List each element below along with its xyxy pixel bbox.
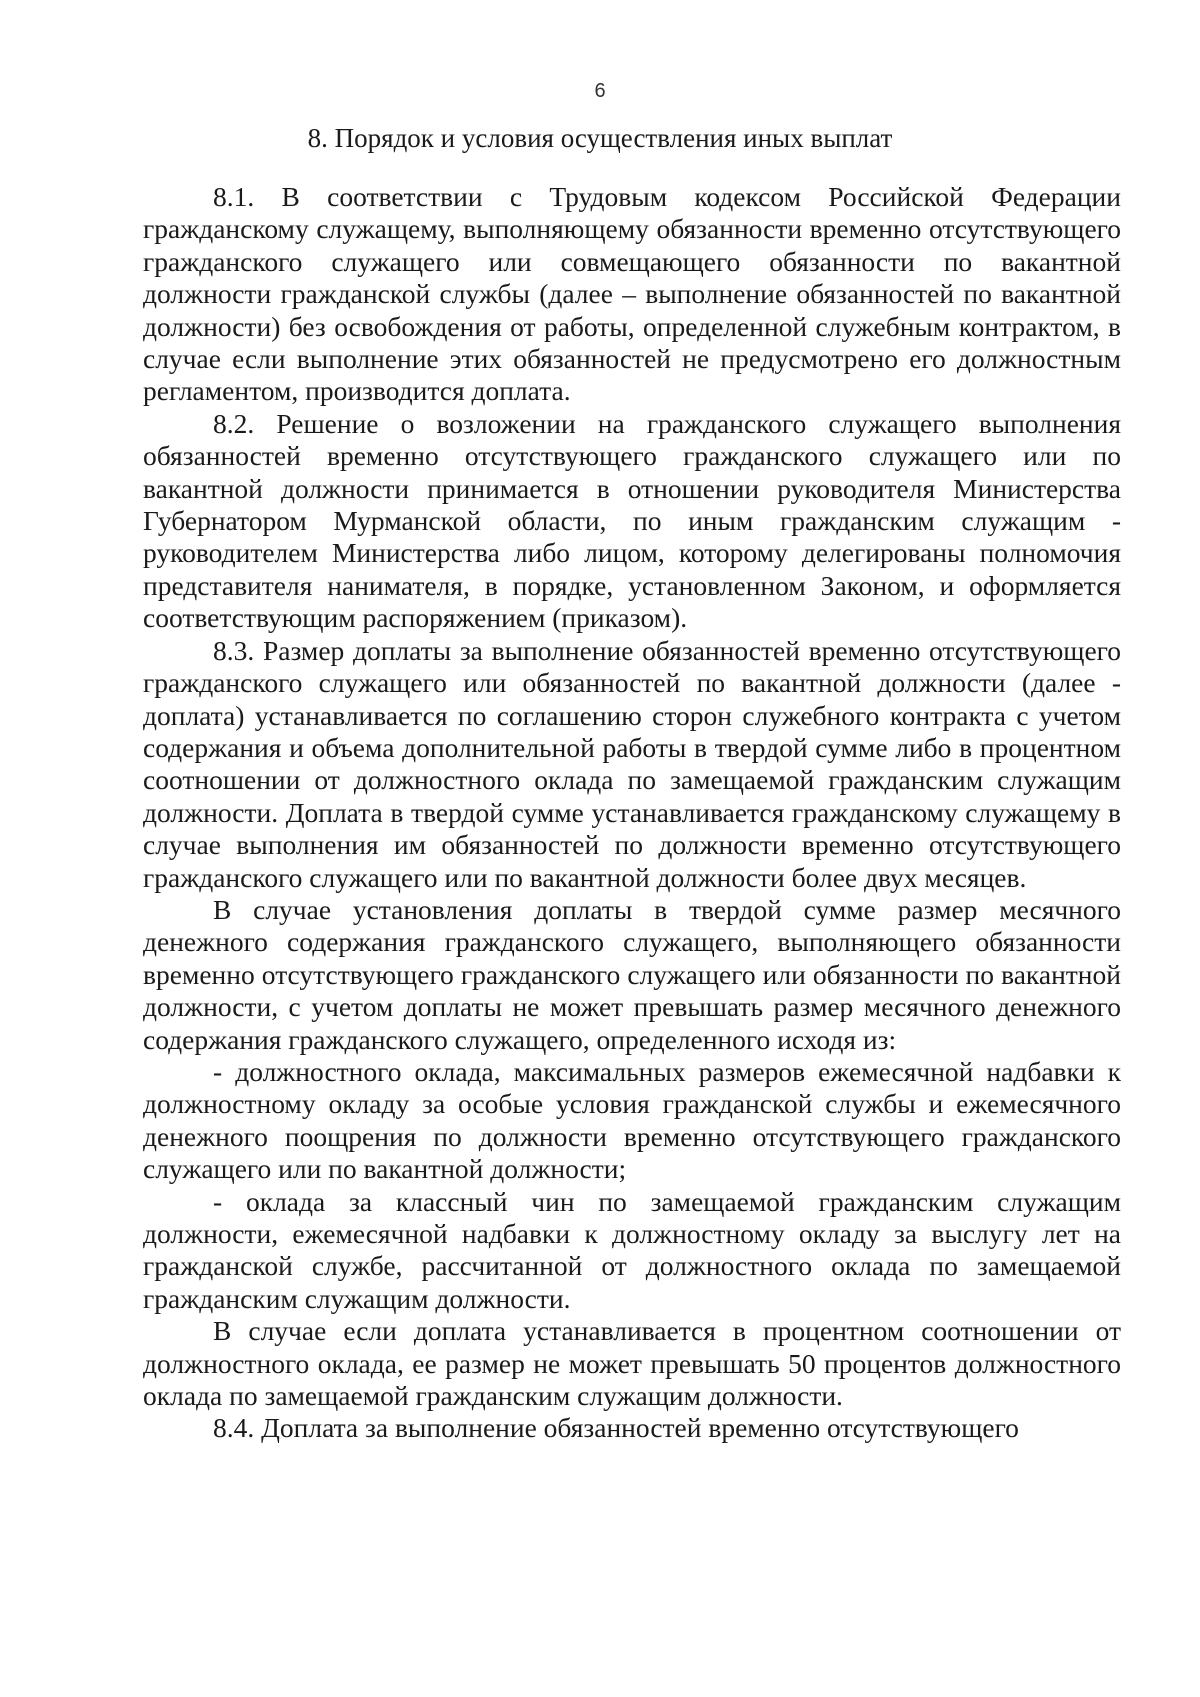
- paragraph-percentage: В случае если доплата устанавливается в процентном соотношении от должностного оклада, ее размер не может превышать 50 процентов должностного оклада по замещаемой гражданским служащим должности.: [143, 1315, 1121, 1412]
- paragraph-8-1: 8.1. В соответствии с Трудовым кодексом Российской Федерации гражданскому служащему, выполняющему обязанности временно отсутствующего гражданского служащего или совмещающего обязанности по вакантной должности гражданской службы (далее – выполнение обязанностей по вакантной должности) без освобождения от работы, определенной служебным контрактом, в случае если выполнение этих обязанностей не предусмотрено его должностным регламентом, производится доплата.: [143, 181, 1121, 407]
- paragraph-8-2: 8.2. Решение о возложении на гражданского служащего выполнения обязанностей временно отсутствующего гражданского служащего или по вакантной должности принимается в отношении руководителя Министерства Губернатором Мурманской области, по иным гражданским служащим - руководителем Министерства либо лицом, которому делегированы полномочия представителя нанимателя, в порядке, установленном Законом, и оформляется соответствующим распоряжением (приказом).: [143, 407, 1121, 634]
- document-body: [143, 181, 1121, 1445]
- section-title: 8. Порядок и условия осуществления иных выплат: [307, 123, 893, 153]
- paragraph-fixed-sum: В случае установления доплаты в твердой сумме размер месячного денежного содержания гражданского служащего, выполняющего обязанности временно отсутствующего гражданского служащего или обязанности по вакантной должности, с учетом доплаты не может превышать размер месячного денежного содержания гражданского служащего, определенного исходя из:: [143, 893, 1121, 1055]
- list-item-class-rank: - оклада за классный чин по замещаемой гражданским служащим должности, ежемесячной надбавки к должностному окладу за выслугу лет на гражданской службе, рассчитанной от должностного оклада по замещаемой гражданским служащим должности.: [143, 1185, 1121, 1314]
- paragraph-8-3: 8.3. Размер доплаты за выполнение обязанностей временно отсутствующего гражданского служащего или обязанностей по вакантной должности (далее - доплата) устанавливается по соглашению сторон служебного контракта с учетом содержания и объема дополнительной работы в твердой сумме либо в процентном соотношении от должностного оклада по замещаемой гражданским служащим должности. Доплата в твердой сумме устанавливается гражданскому служащему в случае выполнения им обязанностей по должности временно отсутствующего гражданского служащего или по вакантной должности более двух месяцев.: [143, 634, 1121, 893]
- paragraph-8-4: 8.4. Доплата за выполнение обязанностей временно отсутствующего: [213, 1412, 1019, 1444]
- page-number: 6: [594, 80, 606, 102]
- list-item-salary: - должностного оклада, максимальных размеров ежемесячной надбавки к должностному окладу за особые условия гражданской службы и ежемесячного денежного поощрения по должности временно отсутствующего гражданского служащего или по вакантной должности;: [143, 1055, 1121, 1185]
